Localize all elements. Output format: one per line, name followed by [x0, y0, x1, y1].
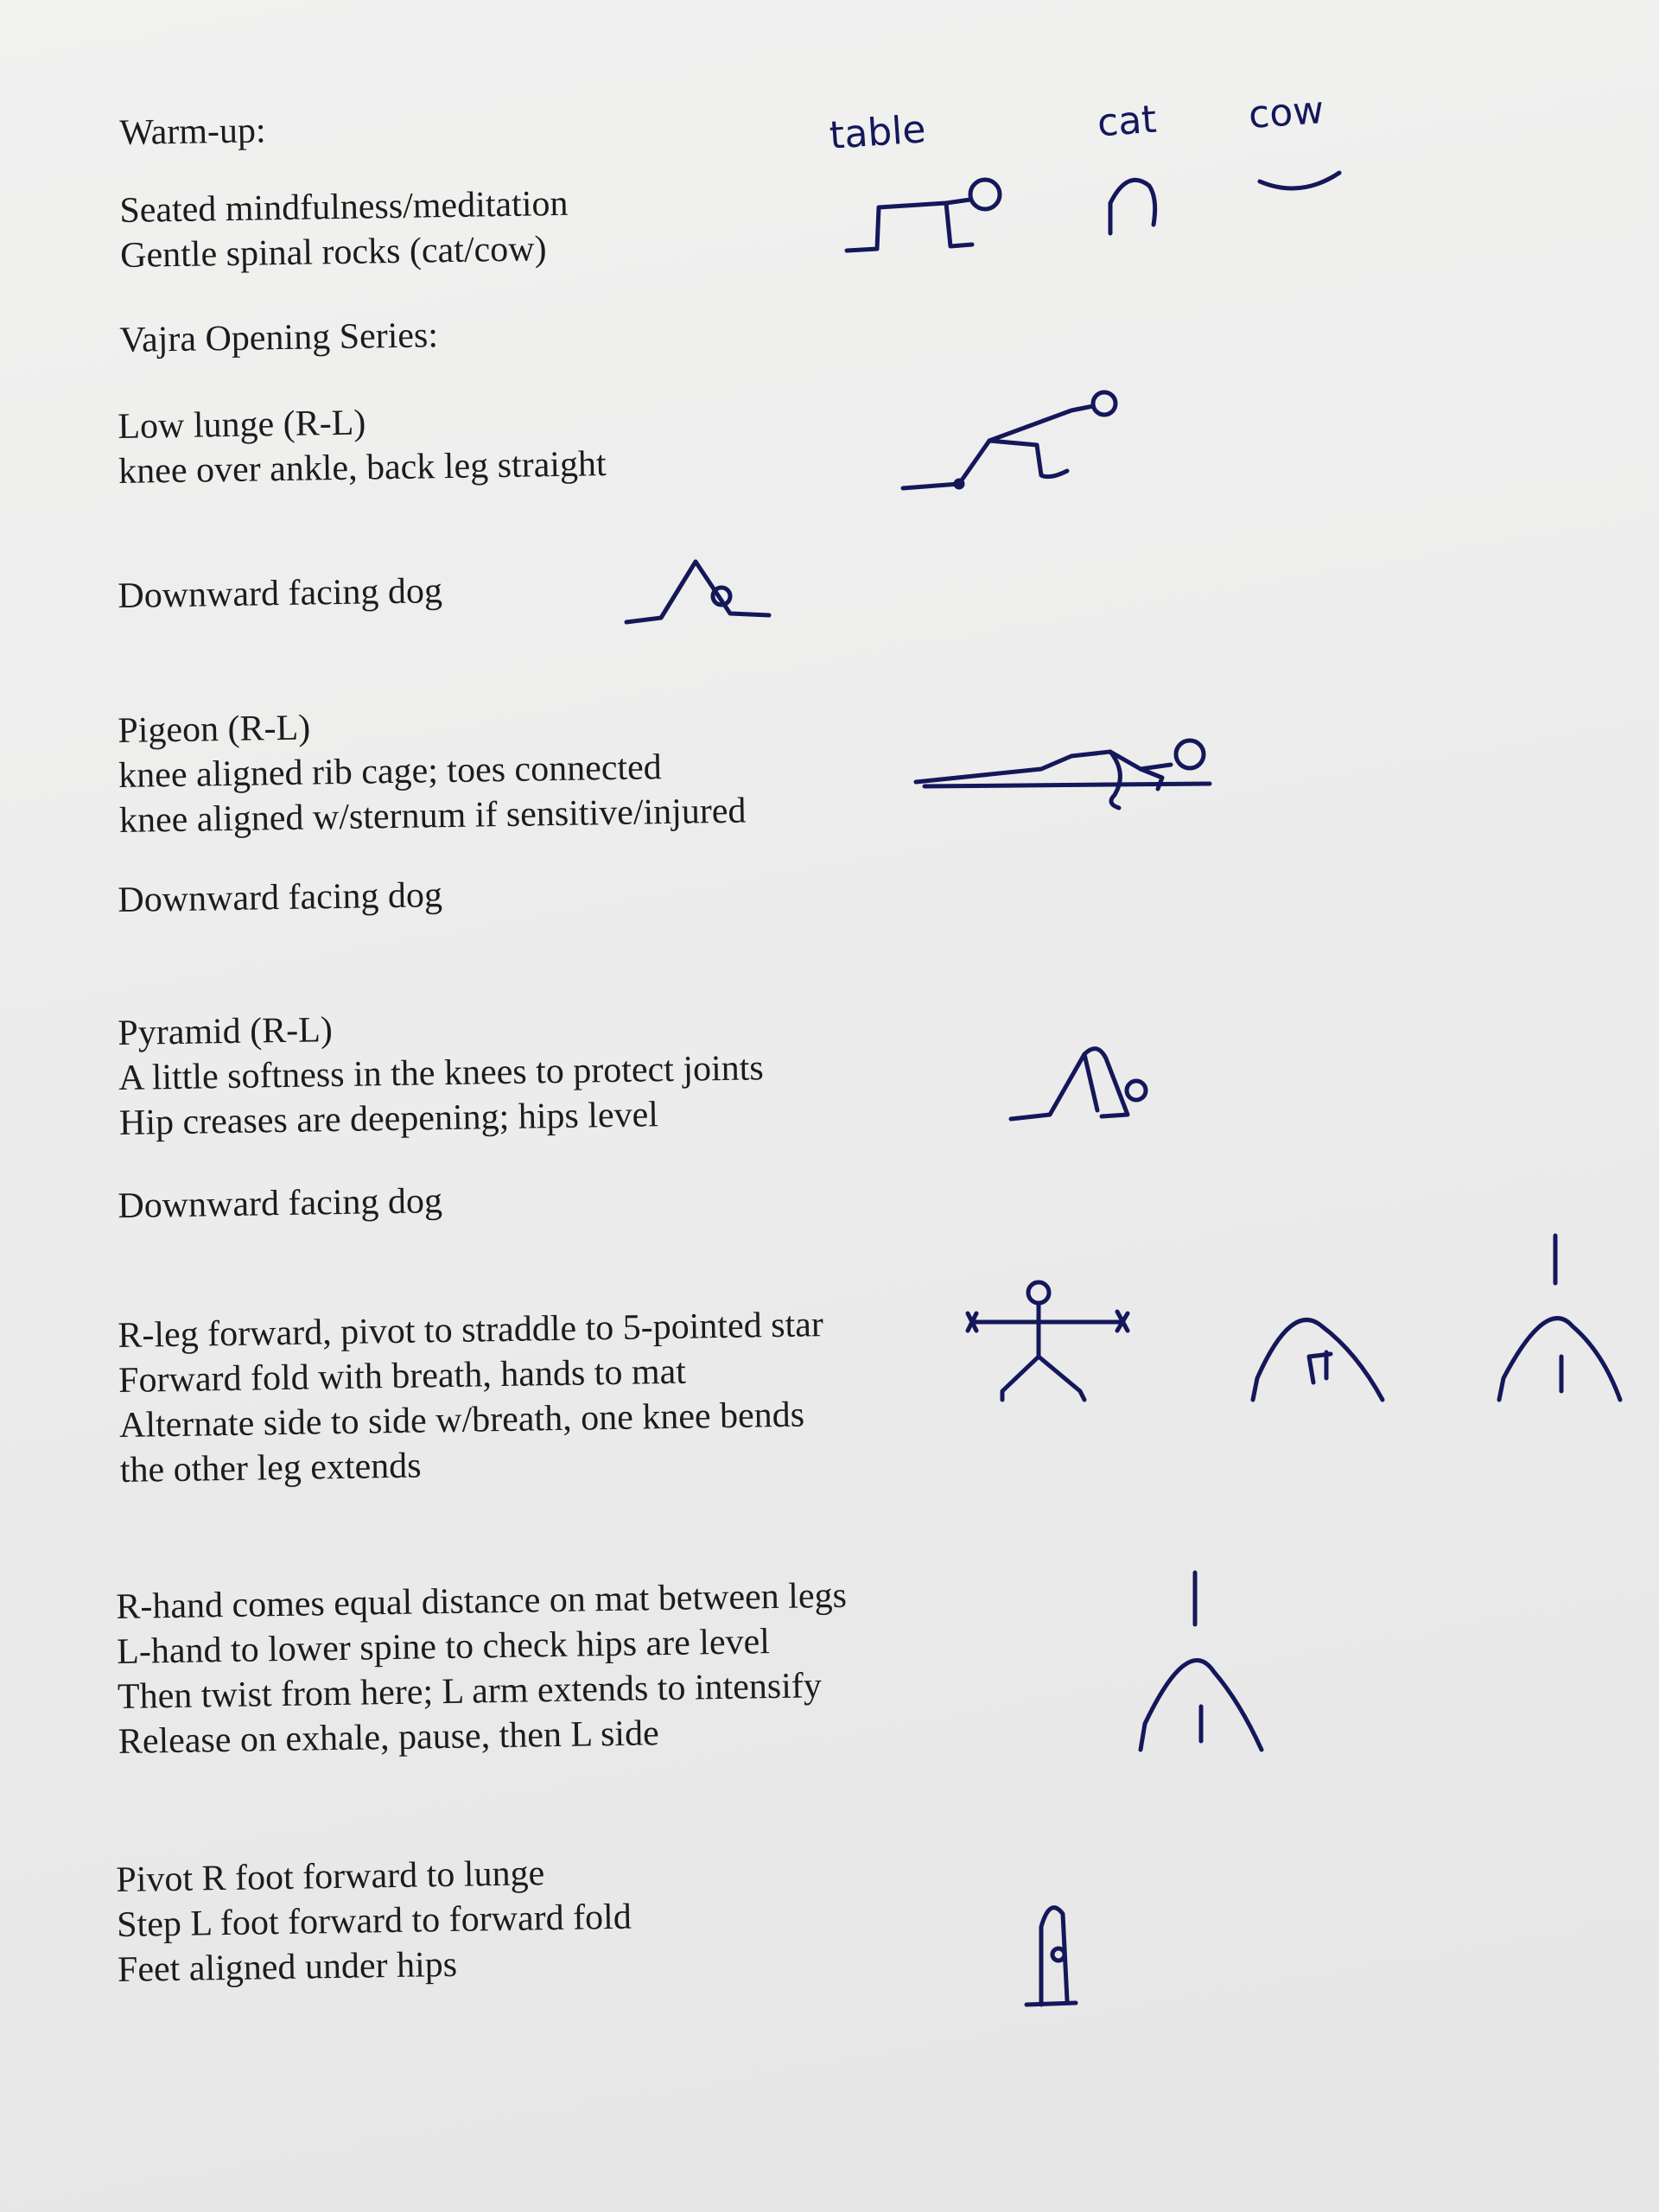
pose-pigeon: [118, 699, 747, 843]
pose-line: R-hand comes equal distance on mat between legs: [116, 1575, 848, 1627]
table-pose-sketch: [842, 168, 1033, 264]
pose-downward-dog-2: [118, 873, 442, 923]
pose-line: Downward facing dog: [118, 571, 443, 616]
pose-line: Downward facing dog: [118, 875, 443, 920]
series-heading: Vajra Opening Series:: [119, 315, 439, 360]
label-cow: cow: [1247, 88, 1325, 137]
pyramid-pose-sketch: [1002, 1037, 1158, 1136]
label-cat: cat: [1096, 97, 1159, 146]
side-to-side-sketch: [1491, 1227, 1637, 1413]
pose-pyramid: [118, 1001, 765, 1146]
pose-forward-fold: [116, 1850, 632, 1993]
pose-line: Release on exhale, pause, then L side: [118, 1713, 660, 1762]
pose-line: L-hand to lower spine to check hips are level: [116, 1622, 771, 1672]
cow-pose-sketch: [1253, 164, 1348, 207]
pose-twist: [116, 1573, 849, 1764]
pose-line: knee aligned w/sternum if sensitive/injured: [118, 791, 747, 841]
pose-line: the other leg extends: [119, 1446, 422, 1491]
downward-dog-sketch: [622, 553, 778, 631]
pigeon-pose-sketch: [912, 730, 1218, 817]
five-pointed-star-sketch: [963, 1279, 1136, 1408]
pose-line: Alternate side to side w/breath, one knee bends: [118, 1395, 805, 1446]
pose-line: Downward facing dog: [118, 1181, 443, 1226]
pose-line: Then twist from here; L arm extends to intensify: [117, 1666, 823, 1717]
pose-line: knee aligned rib cage; toes connected: [118, 747, 663, 796]
pose-downward-dog-3: [118, 1179, 442, 1229]
low-lunge-sketch: [899, 385, 1123, 497]
pose-line: knee over ankle, back leg straight: [118, 444, 607, 492]
series-section: [119, 313, 438, 363]
pose-downward-dog-1: [118, 569, 442, 619]
warmup-section: [119, 108, 266, 156]
pose-line: Feet aligned under hips: [117, 1944, 458, 1990]
pose-line: Pyramid (R-L): [118, 1010, 334, 1053]
warmup-line: Gentle spinal rocks (cat/cow): [119, 229, 547, 276]
pose-line: Forward fold with breath, hands to mat: [118, 1351, 687, 1401]
pose-line: Pigeon (R-L): [118, 708, 311, 751]
pose-line: Low lunge (R-L): [118, 403, 366, 447]
pose-straddle-star: [118, 1302, 826, 1493]
label-table: table: [828, 107, 928, 158]
warmup-lines: [119, 181, 569, 278]
pose-line: R-leg forward, pivot to straddle to 5-pointed star: [118, 1305, 824, 1356]
pose-line: Pivot R foot forward to lunge: [116, 1853, 545, 1900]
forward-fold-sketch: [1244, 1300, 1400, 1408]
twist-pose-sketch: [1128, 1564, 1274, 1763]
pose-line: Step L foot forward to forward fold: [116, 1897, 632, 1945]
pose-line: A little softness in the knees to protect joints: [118, 1048, 765, 1098]
pose-line: Hip creases are deepening; hips level: [118, 1095, 659, 1143]
warmup-heading: Warm-up:: [119, 111, 266, 153]
warmup-line: Seated mindfulness/meditation: [119, 183, 569, 231]
cat-pose-sketch: [1102, 168, 1171, 242]
standing-forward-fold-sketch: [1020, 1892, 1097, 2013]
pose-low-lunge: [118, 397, 607, 494]
